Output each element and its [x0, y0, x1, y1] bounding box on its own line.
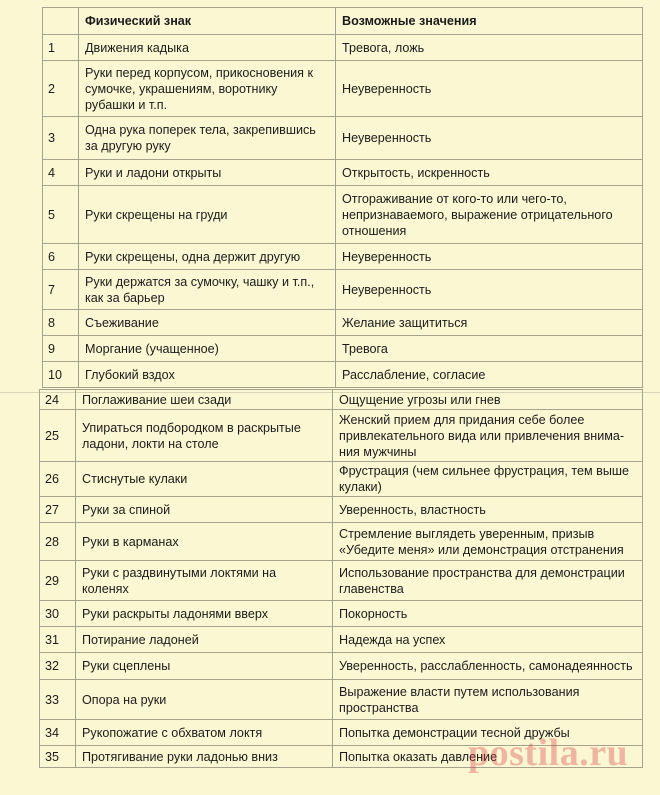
header-number [43, 8, 79, 35]
physical-sign-cell: Руки за спиной [76, 497, 333, 523]
top-table-sheet [0, 0, 660, 392]
row-number: 31 [40, 627, 76, 653]
table-row [40, 627, 643, 653]
table-row [40, 720, 643, 746]
meaning-cell: Неуверенность [336, 270, 643, 310]
row-number: 4 [43, 160, 79, 186]
row-number: 24 [40, 390, 76, 410]
physical-sign-cell: Руки сцеплены [76, 653, 333, 680]
physical-sign-cell: Моргание (учащенное) [79, 336, 336, 362]
row-number: 28 [40, 523, 76, 561]
row-number: 10 [43, 362, 79, 388]
physical-sign-cell: Движения кадыка [79, 35, 336, 61]
table-row [40, 561, 643, 601]
meaning-cell: Попытка демонстрации тесной дружбы [333, 720, 643, 746]
meaning-cell: Открытость, искренность [336, 160, 643, 186]
body-language-table-top [42, 7, 643, 388]
table-row [43, 117, 643, 160]
meaning-cell: Желание защититься [336, 310, 643, 336]
watermark-postila: postila.ru [468, 732, 629, 774]
header-possible-meanings: Возможные значения [336, 8, 643, 35]
table-row [43, 336, 643, 362]
row-number: 35 [40, 746, 76, 768]
table-row [43, 270, 643, 310]
row-number: 27 [40, 497, 76, 523]
table-row [43, 160, 643, 186]
table-row [43, 186, 643, 244]
physical-sign-cell: Руки перед корпусом, прикосновения к сумочке, украшениям, воротнику рубашки и т.п. [79, 61, 336, 117]
physical-sign-cell: Потирание ладоней [76, 627, 333, 653]
table-row [40, 680, 643, 720]
physical-sign-cell: Упираться подбородком в раскрытые ладони, локти на столе [76, 410, 333, 462]
table-row [40, 410, 643, 462]
row-number: 33 [40, 680, 76, 720]
meaning-cell: Тревога, ложь [336, 35, 643, 61]
meaning-cell: Использование пространства для демонстрации главенства [333, 561, 643, 601]
physical-sign-cell: Руки скрещены на груди [79, 186, 336, 244]
physical-sign-cell: Глубокий вздох [79, 362, 336, 388]
physical-sign-cell: Опора на руки [76, 680, 333, 720]
header-physical-sign: Физический знак [79, 8, 336, 35]
physical-sign-cell: Руки скрещены, одна держит другую [79, 244, 336, 270]
body-language-table-bottom [39, 389, 643, 768]
table-row [43, 310, 643, 336]
row-number: 32 [40, 653, 76, 680]
meaning-cell: Тревога [336, 336, 643, 362]
row-number: 29 [40, 561, 76, 601]
table-row [40, 746, 643, 768]
table-row [40, 653, 643, 680]
bottom-table-sheet [0, 392, 660, 795]
physical-sign-cell: Руки с раздвинутыми локтями на коленях [76, 561, 333, 601]
physical-sign-cell: Стиснутые кулаки [76, 462, 333, 497]
physical-sign-cell: Руки раскрыты ладонями вверх [76, 601, 333, 627]
meaning-cell: Расслабление, согласие [336, 362, 643, 388]
row-number: 25 [40, 410, 76, 462]
row-number: 3 [43, 117, 79, 160]
table-row [43, 61, 643, 117]
physical-sign-cell: Рукопожатие с обхватом локтя [76, 720, 333, 746]
row-number: 6 [43, 244, 79, 270]
row-number: 2 [43, 61, 79, 117]
table-row [43, 35, 643, 61]
row-number: 26 [40, 462, 76, 497]
row-number: 5 [43, 186, 79, 244]
row-number: 34 [40, 720, 76, 746]
table-row [40, 390, 643, 410]
meaning-cell: Отгораживание от кого-то или чего-то, непризнаваемого, выражение отрицательного отношения [336, 186, 643, 244]
row-number: 7 [43, 270, 79, 310]
table-row [40, 462, 643, 497]
meaning-cell: Уверенность, расслабленность, самонадеянность [333, 653, 643, 680]
meaning-cell: Неуверенность [336, 244, 643, 270]
physical-sign-cell: Одна рука поперек тела, закрепившись за другую руку [79, 117, 336, 160]
meaning-cell: Стремление выглядеть уверенным, призыв «Убедите меня» или демонстрация отстранения [333, 523, 643, 561]
table-header-row [43, 8, 643, 35]
row-number: 9 [43, 336, 79, 362]
table-row [40, 523, 643, 561]
physical-sign-cell: Поглаживание шеи сзади [76, 390, 333, 410]
meaning-cell: Ощущение угрозы или гнев [333, 390, 643, 410]
physical-sign-cell: Протягивание руки ладонью вниз [76, 746, 333, 768]
meaning-cell: Выражение власти путем использования пространства [333, 680, 643, 720]
table-row [43, 244, 643, 270]
meaning-cell: Женский прием для придания себе более привлекательного вида или привлечения внима-ния мужчины [333, 410, 643, 462]
meaning-cell: Надежда на успех [333, 627, 643, 653]
physical-sign-cell: Руки в карманах [76, 523, 333, 561]
meaning-cell: Покорность [333, 601, 643, 627]
table-row [40, 497, 643, 523]
table-row [43, 362, 643, 388]
meaning-cell: Неуверенность [336, 117, 643, 160]
row-number: 8 [43, 310, 79, 336]
meaning-cell: Фрустрация (чем сильнее фрустрация, тем выше кулаки) [333, 462, 643, 497]
meaning-cell: Неуверенность [336, 61, 643, 117]
row-number: 30 [40, 601, 76, 627]
meaning-cell: Попытка оказать давление [333, 746, 643, 768]
row-number: 1 [43, 35, 79, 61]
table-row [40, 601, 643, 627]
physical-sign-cell: Руки держатся за сумочку, чашку и т.п., как за барьер [79, 270, 336, 310]
physical-sign-cell: Съеживание [79, 310, 336, 336]
physical-sign-cell: Руки и ладони открыты [79, 160, 336, 186]
meaning-cell: Уверенность, властность [333, 497, 643, 523]
